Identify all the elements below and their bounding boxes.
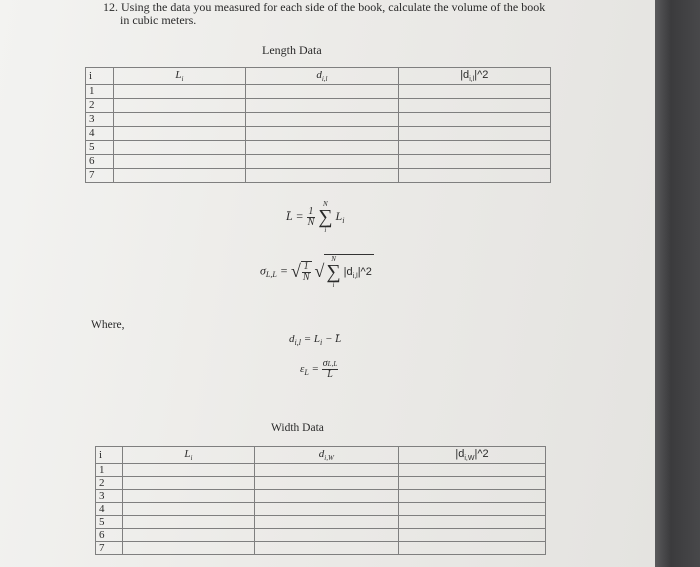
input-cell[interactable] (113, 99, 246, 113)
deviation-formula: $d_{i,l} = L_i$ − L̄ (289, 333, 342, 347)
question-line-1: 12. Using the data you measured for each side of the book, calculate the volume of the book (103, 0, 546, 14)
table-row: 3 (86, 113, 551, 127)
input-cell[interactable] (113, 85, 246, 99)
input-cell[interactable] (123, 542, 254, 555)
input-cell[interactable] (254, 516, 398, 529)
input-cell[interactable] (254, 477, 398, 490)
mean-formula: L̄ = $\frac{1}{N}$ N ∑ i $L_i$ (286, 200, 345, 234)
question-line-2: in cubic meters. (120, 13, 197, 27)
input-cell[interactable] (246, 141, 398, 155)
table-row: 2 (96, 477, 546, 490)
input-cell[interactable] (399, 516, 546, 529)
relative-error-fraction: $\frac{\sigma L,L}{L̄}$ (322, 358, 338, 380)
input-cell[interactable] (398, 141, 550, 155)
input-cell[interactable] (399, 464, 546, 477)
table-row: 5 (86, 141, 551, 155)
input-cell[interactable] (123, 477, 254, 490)
input-cell[interactable] (399, 529, 546, 542)
input-cell[interactable] (254, 490, 398, 503)
question-text (103, 1, 545, 27)
summation-symbol: N ∑ i (318, 200, 333, 234)
table-row: 4 (86, 127, 551, 141)
header-l: $L_i$ (113, 68, 246, 85)
table-header-row (86, 68, 551, 85)
input-cell[interactable] (123, 529, 254, 542)
table-row: 5 (96, 516, 546, 529)
input-cell[interactable] (398, 99, 550, 113)
header-deviation: $d_{i,W}$ (254, 447, 398, 464)
header-deviation-squared: $|d_{i,l}|\^{}2$ (398, 68, 550, 85)
length-data-table (85, 67, 551, 183)
relative-error-formula: $\varepsilon_L$ = $\frac{\sigma L,L}{L̄}$ (300, 358, 338, 380)
input-cell[interactable] (254, 542, 398, 555)
input-cell[interactable] (246, 155, 398, 169)
input-cell[interactable] (113, 127, 246, 141)
width-data-table (95, 446, 546, 555)
input-cell[interactable] (246, 127, 398, 141)
input-cell[interactable] (398, 113, 550, 127)
input-cell[interactable] (113, 169, 246, 183)
length-table-title: Length Data (262, 43, 322, 57)
input-cell[interactable] (123, 464, 254, 477)
input-cell[interactable] (123, 490, 254, 503)
input-cell[interactable] (398, 155, 550, 169)
table-row: 7 (96, 542, 546, 555)
input-cell[interactable] (399, 503, 546, 516)
input-cell[interactable] (399, 542, 546, 555)
input-cell[interactable] (123, 503, 254, 516)
mean-fraction: $\frac{1}{N}$ (307, 205, 315, 228)
input-cell[interactable] (399, 477, 546, 490)
input-cell[interactable] (113, 155, 246, 169)
header-i: i (96, 447, 123, 464)
input-cell[interactable] (113, 113, 246, 127)
header-deviation: $d_{i,l}$ (246, 68, 398, 85)
input-cell[interactable] (399, 490, 546, 503)
table-row: 3 (96, 490, 546, 503)
summation-symbol: N ∑ i (326, 255, 341, 289)
header-deviation-squared: $|d_{i,W}|\^{}2$ (399, 447, 546, 464)
input-cell[interactable] (113, 141, 246, 155)
input-cell[interactable] (254, 464, 398, 477)
where-label: Where, (91, 319, 125, 331)
sqrt-symbol: √ (290, 261, 301, 281)
input-cell[interactable] (123, 516, 254, 529)
table-row: 6 (96, 529, 546, 542)
input-cell[interactable] (398, 127, 550, 141)
table-row: 2 (86, 99, 551, 113)
table-row: 1 (86, 85, 551, 99)
table-row: 7 (86, 169, 551, 183)
input-cell[interactable] (246, 113, 398, 127)
input-cell[interactable] (398, 85, 550, 99)
input-cell[interactable] (254, 529, 398, 542)
input-cell[interactable] (246, 169, 398, 183)
header-i: i (86, 68, 114, 85)
input-cell[interactable] (246, 99, 398, 113)
header-l: $L_i$ (123, 447, 254, 464)
table-header-row (96, 447, 546, 464)
input-cell[interactable] (254, 503, 398, 516)
width-table-title: Width Data (271, 422, 324, 434)
input-cell[interactable] (398, 169, 550, 183)
table-row: 6 (86, 155, 551, 169)
book-binding-shadow (655, 0, 700, 567)
table-row: 1 (96, 464, 546, 477)
input-cell[interactable] (246, 85, 398, 99)
sigma-formula: $\sigma_{L,L}$ = √ $\frac{1}{N}$ √ N ∑ i $|d_{i,l}|\^{}2$ (260, 255, 372, 289)
table-row: 4 (96, 503, 546, 516)
